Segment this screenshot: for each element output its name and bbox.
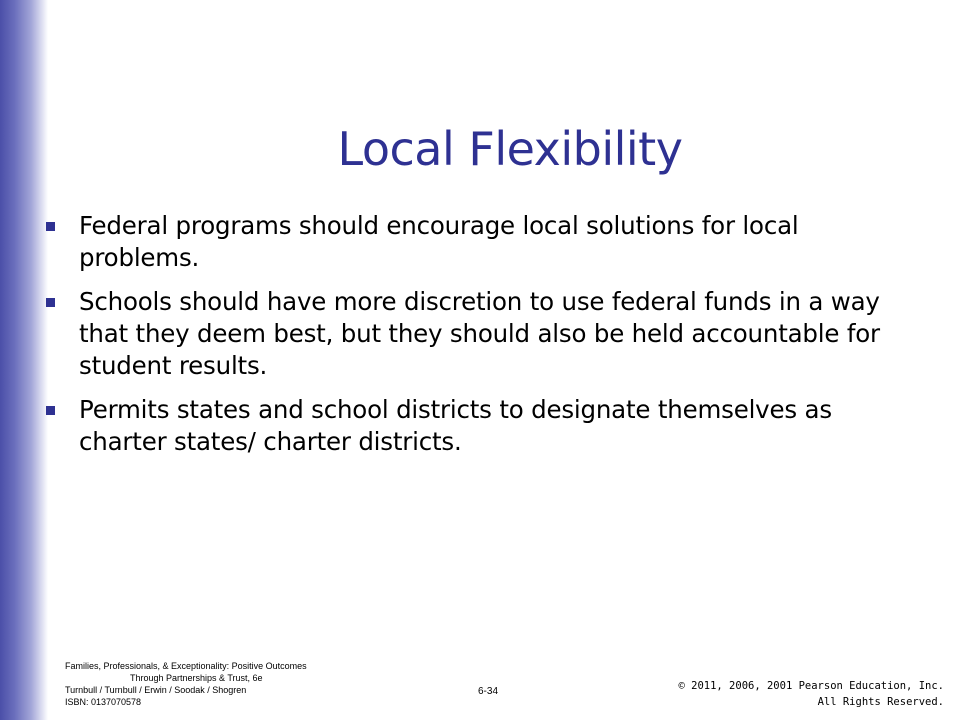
copyright-line1: © 2011, 2006, 2001 Pearson Education, Inc.	[678, 680, 944, 692]
square-bullet-icon	[46, 298, 55, 307]
bullet-text: Permits states and school districts to designate themselves as charter states/ charter districts.	[79, 395, 832, 456]
square-bullet-icon	[46, 222, 55, 231]
footer-isbn: ISBN: 0137070578	[65, 697, 142, 707]
footer-book-title-line1: Families, Professionals, & Exceptionality: Positive Outcomes	[65, 661, 307, 671]
bullet-text: Federal programs should encourage local solutions for local problems.	[79, 211, 799, 272]
page-number: 6-34	[478, 686, 499, 697]
footer-book-info	[65, 660, 365, 708]
side-gradient-bar	[0, 0, 48, 720]
footer-authors: Turnbull / Turnbull / Erwin / Soodak / Shogren	[65, 685, 247, 695]
footer-copyright	[678, 678, 944, 710]
footer-book-title-line2: Through Partnerships & Trust, 6e	[130, 673, 263, 683]
slide-title: Local Flexibility	[337, 122, 683, 176]
bullet-text: Schools should have more discretion to use federal funds in a way that they deem best, but they should also be held accountable for student results.	[79, 287, 880, 380]
bullet-item	[46, 286, 926, 382]
square-bullet-icon	[46, 406, 55, 415]
bullet-item	[46, 210, 926, 274]
bullet-list	[46, 210, 926, 470]
bullet-item	[46, 394, 926, 458]
copyright-line2: All Rights Reserved.	[817, 696, 944, 708]
